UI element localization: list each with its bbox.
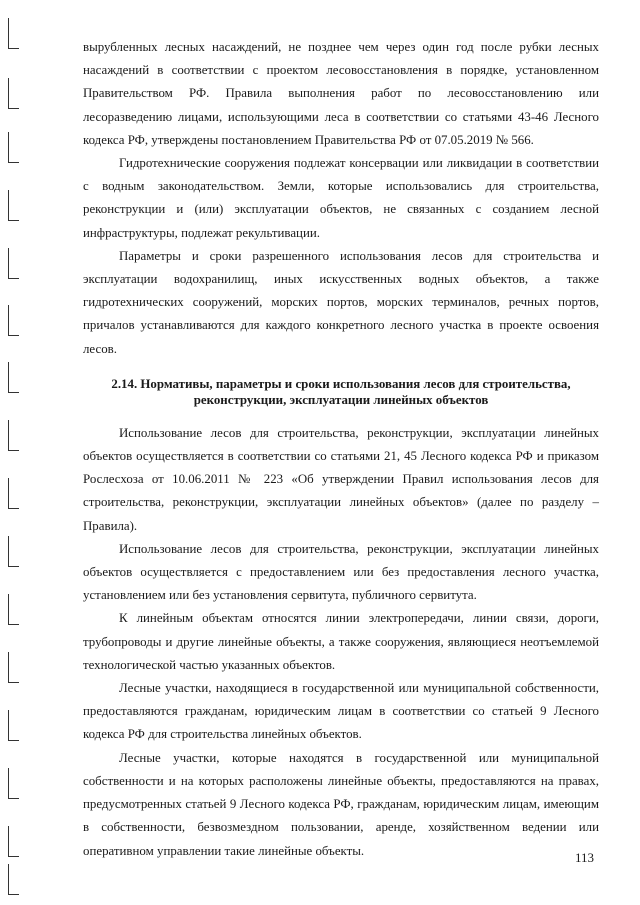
paragraph: Лесные участки, которые находятся в государственной или муниципальной собственности и на которых расположены линейные объекты, предоставляются на правах, предусмотренных статьей 9 Лесного кодекса РФ, гражданам, юридическим лицам, имеющим в собственности, безвозмездном пользовании, аренде, хозяйственном ведении или оперативном управлении такие линейные объекты.: [83, 750, 599, 858]
binding-mark: [8, 478, 19, 509]
binding-mark: [8, 864, 19, 895]
binding-mark: [8, 18, 19, 49]
binding-mark: [8, 826, 19, 857]
paragraph: Использование лесов для строительства, реконструкции, эксплуатации линейных объектов осуществляется с предоставлением или без предоставления лесного участка, установлением или без установления сервитута, публичного сервитута.: [83, 541, 599, 603]
binding-mark: [8, 710, 19, 741]
page-number: 113: [575, 850, 595, 865]
binding-mark: [8, 305, 19, 336]
paragraph: Использование лесов для строительства, реконструкции, эксплуатации линейных объектов осуществляется в соответствии со статьями 21, 45 Лесного кодекса РФ и приказом Рослесхоза от 10.06.2011 № 223 «Об утверждении Правил использования лесов для строительства, реконструкции, эксплуатации линейных объектов» (далее по разделу – Правила).: [83, 425, 599, 533]
binding-mark: [8, 594, 19, 625]
binding-mark: [8, 248, 19, 279]
binding-margin: [4, 0, 20, 905]
paragraph: Лесные участки, находящиеся в государственной или муниципальной собственности, предоставляются гражданам, юридическим лицам в соответствии со статьей 9 Лесного кодекса РФ для строительства линейных объектов.: [83, 681, 599, 742]
binding-mark: [8, 190, 19, 221]
section-heading: [83, 376, 599, 408]
paragraph: Гидротехнические сооружения подлежат консервации или ликвидации в соответствии с водным законодательством. Земли, которые использовались для строительства, реконструкции и (или) эксплуатации объектов, не связанных с созданием лесной инфраструктуры, подлежат рекультивации.: [83, 156, 599, 240]
binding-mark: [8, 536, 19, 567]
paragraph: К линейным объектам относятся линии электропередачи, линии связи, дороги, трубопроводы и другие линейные объекты, а также сооружения, являющиеся неотъемлемой технологической частью указанных объектов.: [83, 611, 599, 672]
binding-mark: [8, 652, 19, 683]
binding-mark: [8, 768, 19, 799]
binding-mark: [8, 132, 19, 163]
section-heading-line: 2.14. Нормативы, параметры и сроки использования лесов для строительства,: [111, 376, 571, 391]
binding-mark: [8, 420, 19, 451]
binding-mark: [8, 362, 19, 393]
section-heading-line: реконструкции, эксплуатации линейных объектов: [193, 392, 489, 407]
paragraph: вырубленных лесных насаждений, не позднее чем через один год после рубки лесных насаждений в соответствии с проектом лесовосстановления в порядке, установленном Правительством РФ. Правила выполнения работ по лесовосстановлению или лесоразведению лицами, использующими леса в соответствии со статьями 43-46 Лесного кодекса РФ, утверждены постановлением Правительства РФ от 07.05.2019 № 566.: [83, 40, 599, 147]
binding-mark: [8, 78, 19, 109]
document-body: [83, 36, 599, 863]
paragraph: Параметры и сроки разрешенного использования лесов для строительства и эксплуатации водохранилищ, иных искусственных водных объектов, а также гидротехнических сооружений, морских портов, морских терминалов, речных портов, причалов устанавливаются для каждого конкретного лесного участка в проекте освоения лесов.: [83, 248, 599, 356]
